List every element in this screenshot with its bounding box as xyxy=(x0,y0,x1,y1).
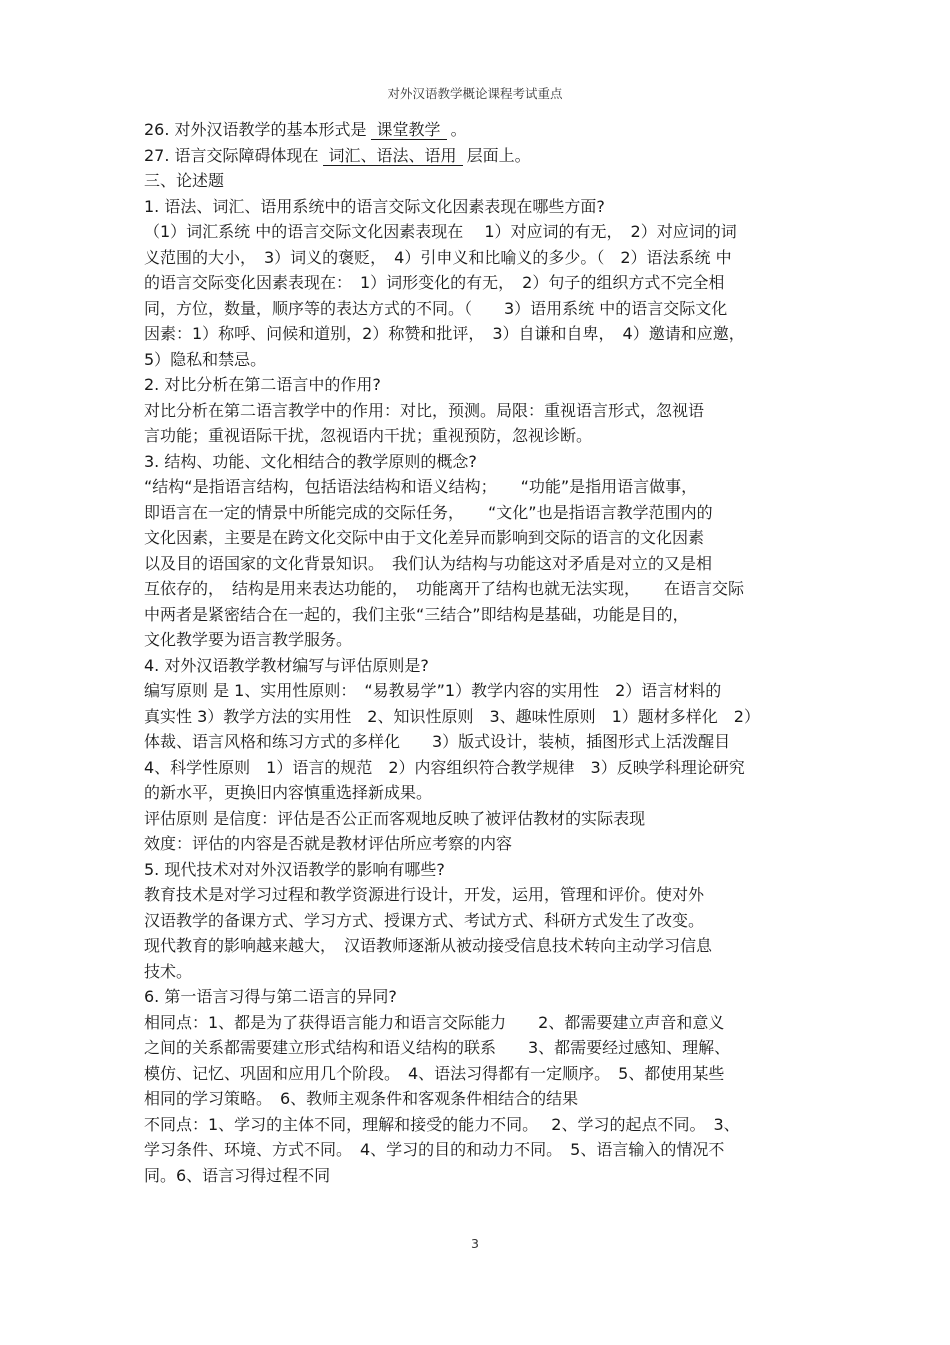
text-line: 文化因素，主要是在跨文化交际中由于文化差异而影响到交际的语言的文化因素 xyxy=(144,528,705,547)
text-line: 模仿、记忆、巩固和应用几个阶段。 4、语法习得都有一定顺序。 5、都使用某些 xyxy=(144,1063,725,1083)
text-line: 效度：评估的内容是否就是教材评估所应考察的内容 xyxy=(144,834,513,853)
text-line: 不同点：1、学习的主体不同，理解和接受的能力不同。 2、学习的起点不同。 3、 xyxy=(144,1114,740,1134)
question-27-answer: 词汇、语法、语用 xyxy=(323,146,463,166)
question-26-suffix: 。 xyxy=(450,120,467,139)
text-line: 6. 第一语言习得与第二语言的异同? xyxy=(144,987,397,1006)
text-line: 5）隐私和禁忌。 xyxy=(144,349,267,369)
question-26-text: 26. 对外汉语教学的基本形式是 xyxy=(144,120,367,139)
essay-section xyxy=(144,168,816,1188)
text-line: 4. 对外汉语教学教材编写与评估原则是? xyxy=(144,655,429,675)
text-line: 互依存的， 结构是用来表达功能的， 功能离开了结构也就无法实现， 在语言交际 xyxy=(144,579,745,598)
text-line: 3. 结构、功能、文化相结合的教学原则的概念? xyxy=(144,451,477,471)
question-27-text: 27. 语言交际障碍体现在 xyxy=(144,145,319,165)
text-line: （1）词汇系统 中的语言交际文化因素表现在 1）对应词的有无， 2）对应词的词 xyxy=(144,222,737,241)
text-line: 技术。 xyxy=(144,961,193,981)
text-line: 同。6、语言习得过程不同 xyxy=(144,1165,331,1185)
question-27 xyxy=(144,143,816,169)
text-line: 教育技术是对学习过程和教学资源进行设计，开发，运用，管理和评价。使对外 xyxy=(144,885,705,904)
text-line: 评估原则 是信度：评估是否公正而客观地反映了被评估教材的实际表现 xyxy=(144,808,646,828)
question-26 xyxy=(144,117,816,143)
text-line: 三、论述题 xyxy=(144,171,225,190)
text-line: 1. 语法、词汇、语用系统中的语言交际文化因素表现在哪些方面? xyxy=(144,196,605,216)
text-line: 的新水平，更换旧内容慎重选择新成果。 xyxy=(144,783,433,802)
text-line: 言功能；重视语际干扰，忽视语内干扰；重视预防，忽视诊断。 xyxy=(144,426,593,445)
text-line: 义范围的大小， 3）词义的褒贬， 4）引申义和比喻义的多少。（ 2）语法系统 中 xyxy=(144,247,732,267)
text-line: 5. 现代技术对对外汉语教学的影响有哪些? xyxy=(144,859,445,879)
text-line: 之间的关系都需要建立形式结构和语义结构的联系 3、都需要经过感知、理解、 xyxy=(144,1038,731,1057)
text-line: 体裁、语言风格和练习方式的多样化 3）版式设计，装桢，插图形式上活泼醒目 xyxy=(144,732,731,751)
question-27-suffix: 层面上。 xyxy=(466,145,531,165)
text-line: 对比分析在第二语言教学中的作用：对比，预测。局限：重视语言形式，忽视语 xyxy=(144,400,705,420)
text-line: 中两者是紧密结合在一起的，我们主张“三结合”即结构是基础，功能是目的， xyxy=(144,604,689,624)
text-line: 即语言在一定的情景中所能完成的交际任务， “文化”也是指语言教学范围内的 xyxy=(144,502,713,522)
text-line: 真实性 3）教学方法的实用性 2、知识性原则 3、趣味性原则 1）题材多样化 2） xyxy=(144,706,760,726)
text-line: 学习条件、环境、方式不同。 4、学习的目的和动力不同。 5、语言输入的情况不 xyxy=(144,1140,725,1159)
text-line: 现代教育的影响越来越大， 汉语教师逐渐从被动接受信息技术转向主动学习信息 xyxy=(144,936,713,955)
text-line: 相同点：1、都是为了获得语言能力和语言交际能力 2、都需要建立声音和意义 xyxy=(144,1012,725,1032)
text-line: 以及目的语国家的文化背景知识。 我们认为结构与功能这对矛盾是对立的又是相 xyxy=(144,553,713,573)
question-26-answer: 课堂教学 xyxy=(371,120,447,140)
text-line: 2. 对比分析在第二语言中的作用? xyxy=(144,375,381,394)
text-line: 汉语教学的备课方式、学习方式、授课方式、考试方式、科研方式发生了改变。 xyxy=(144,910,705,930)
text-line: 因素：1）称呼、问候和道别，2）称赞和批评， 3）自谦和自卑， 4）邀请和应邀， xyxy=(144,324,745,343)
page-number: 3 xyxy=(471,1236,479,1251)
text-line: 4、科学性原则 1）语言的规范 2）内容组织符合教学规律 3）反映学科理论研究 xyxy=(144,757,745,777)
text-line: 同，方位，数量，顺序等的表达方式的不同。（ 3）语用系统 中的语言交际文化 xyxy=(144,298,728,318)
document-body xyxy=(144,117,816,1188)
text-line: 编写原则 是 1、实用性原则： “易教易学”1）教学内容的实用性 2）语言材料的 xyxy=(144,681,722,700)
text-line: 文化教学要为语言教学服务。 xyxy=(144,630,353,649)
text-line: “结构“是指语言结构，包括语法结构和语义结构； “功能”是指用语言做事， xyxy=(144,477,698,496)
text-line: 的语言交际变化因素表现在： 1）词形变化的有无， 2）句子的组织方式不完全相 xyxy=(144,273,725,292)
page-header-title: 对外汉语教学概论课程考试重点 xyxy=(387,86,563,101)
text-line: 相同的学习策略。 6、教师主观条件和客观条件相结合的结果 xyxy=(144,1089,579,1108)
